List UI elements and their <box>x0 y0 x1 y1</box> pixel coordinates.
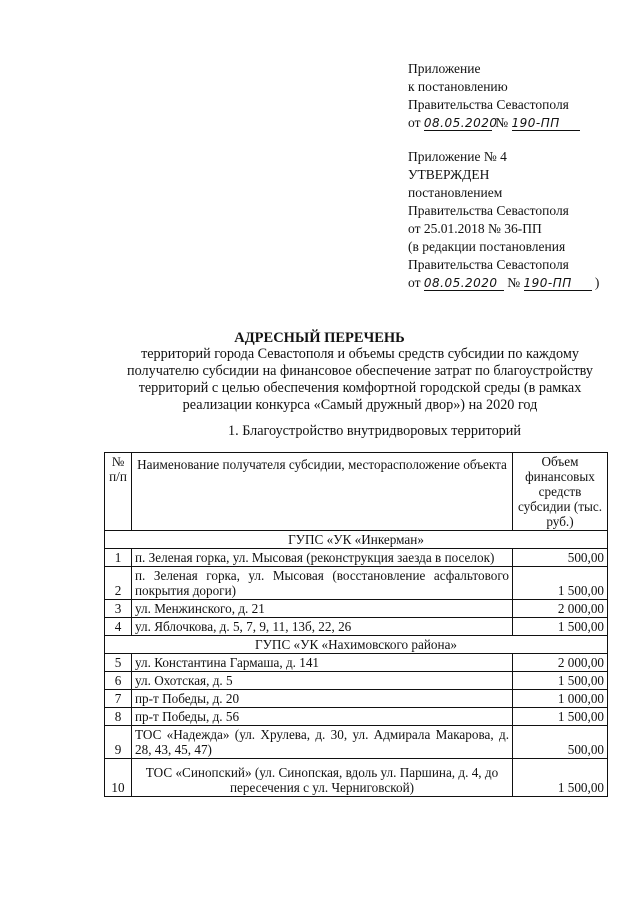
appendix-line1: Приложение <box>408 61 481 76</box>
row-amount: 1 500,00 <box>513 567 608 600</box>
row-amount: 2 000,00 <box>513 600 608 618</box>
appendix-line3: Правительства Севастополя <box>408 97 569 112</box>
appendix4-date-line <box>408 274 599 292</box>
row-number: 2 <box>105 567 132 600</box>
appendix4-line4: Правительства Севастополя <box>408 203 569 218</box>
appendix4-line2: УТВЕРЖДЕН <box>408 167 490 182</box>
header-amount: Объем финансовых средств субсидии (тыс. руб.) <box>513 453 608 531</box>
row-name: ул. Менжинского, д. 21 <box>132 600 513 618</box>
row-amount: 2 000,00 <box>513 654 608 672</box>
table-row <box>105 600 608 618</box>
appendix4-line7: Правительства Севастополя <box>408 257 569 272</box>
handwritten-number: 190-ПП <box>512 116 580 131</box>
row-name: ул. Яблочкова, д. 5, 7, 9, 11, 13б, 22, 26 <box>132 618 513 636</box>
row-number: 8 <box>105 708 132 726</box>
table-row <box>105 672 608 690</box>
row-amount: 1 000,00 <box>513 690 608 708</box>
group-label: ГУПС «УК «Нахимовского района» <box>105 636 608 654</box>
row-number: 6 <box>105 672 132 690</box>
table-row <box>105 726 608 759</box>
row-amount: 1 500,00 <box>513 759 608 797</box>
row-name: пр-т Победы, д. 56 <box>132 708 513 726</box>
group-row <box>105 636 608 654</box>
row-number: 9 <box>105 726 132 759</box>
table-row <box>105 654 608 672</box>
row-number: 10 <box>105 759 132 797</box>
appendix-header <box>408 60 580 132</box>
row-name: ТОС «Синопский» (ул. Синопская, вдоль ул. Паршина, д. 4, до пересечения с ул. Черниговской) <box>132 759 513 797</box>
row-name: ТОС «Надежда» (ул. Хрулева, д. 30, ул. Адмирала Макарова, д. 28, 43, 45, 47) <box>132 726 513 759</box>
table-header-row <box>105 453 608 531</box>
row-amount: 1 500,00 <box>513 618 608 636</box>
table-row <box>105 708 608 726</box>
table-row <box>105 567 608 600</box>
row-name: п. Зеленая горка, ул. Мысовая (восстановление асфальтового покрытия дороги) <box>132 567 513 600</box>
number-prefix: № <box>495 115 509 130</box>
appendix4-line3: постановлением <box>408 185 503 200</box>
row-amount: 500,00 <box>513 549 608 567</box>
subsidy-table <box>104 452 608 797</box>
row-name: пр-т Победы, д. 20 <box>132 690 513 708</box>
appendix4-line1: Приложение № 4 <box>408 149 507 164</box>
row-amount: 1 500,00 <box>513 672 608 690</box>
handwritten-date: 08.05.2020 <box>424 276 504 291</box>
handwritten-date: 08.05.2020 <box>423 116 498 130</box>
appendix4-block <box>408 148 599 292</box>
row-number: 4 <box>105 618 132 636</box>
row-name: ул. Константина Гармаша, д. 141 <box>132 654 513 672</box>
group-row <box>105 531 608 549</box>
document-title: АДРЕСНЫЙ ПЕРЕЧЕНЬ <box>234 330 405 346</box>
number-prefix: № <box>507 275 521 290</box>
document-subtitle: территорий города Севастополя и объемы средств субсидии по каждому получателю субсидии на финансовое обеспечение затрат по благоустройству территорий с целью обеспечения комфортной городской среды (в рамках реализации конкурса «Самый дружный двор») на 2020 год <box>127 346 593 413</box>
row-name: ул. Охотская, д. 5 <box>132 672 513 690</box>
date-prefix: от <box>408 115 421 130</box>
date-prefix: от <box>408 275 421 290</box>
section-heading: 1. Благоустройство внутридворовых территорий <box>228 423 521 439</box>
appendix-date-line <box>408 114 580 132</box>
table-row <box>105 618 608 636</box>
appendix4-line5: от 25.01.2018 № 36-ПП <box>408 221 542 236</box>
row-name: п. Зеленая горка, ул. Мысовая (реконструкция заезда в поселок) <box>132 549 513 567</box>
group-label: ГУПС «УК «Инкерман» <box>105 531 608 549</box>
row-amount: 1 500,00 <box>513 708 608 726</box>
row-number: 5 <box>105 654 132 672</box>
row-number: 1 <box>105 549 132 567</box>
handwritten-number: 190-ПП <box>524 276 592 291</box>
table-row <box>105 549 608 567</box>
header-name: Наименование получателя субсидии, месторасположение объекта <box>132 453 513 531</box>
header-num: № п/п <box>105 453 132 531</box>
row-number: 7 <box>105 690 132 708</box>
appendix4-line6: (в редакции постановления <box>408 239 566 254</box>
closing-paren: ) <box>594 275 600 290</box>
table-row <box>105 759 608 797</box>
appendix-line2: к постановлению <box>408 79 508 94</box>
row-number: 3 <box>105 600 132 618</box>
table-row <box>105 690 608 708</box>
row-amount: 500,00 <box>513 726 608 759</box>
